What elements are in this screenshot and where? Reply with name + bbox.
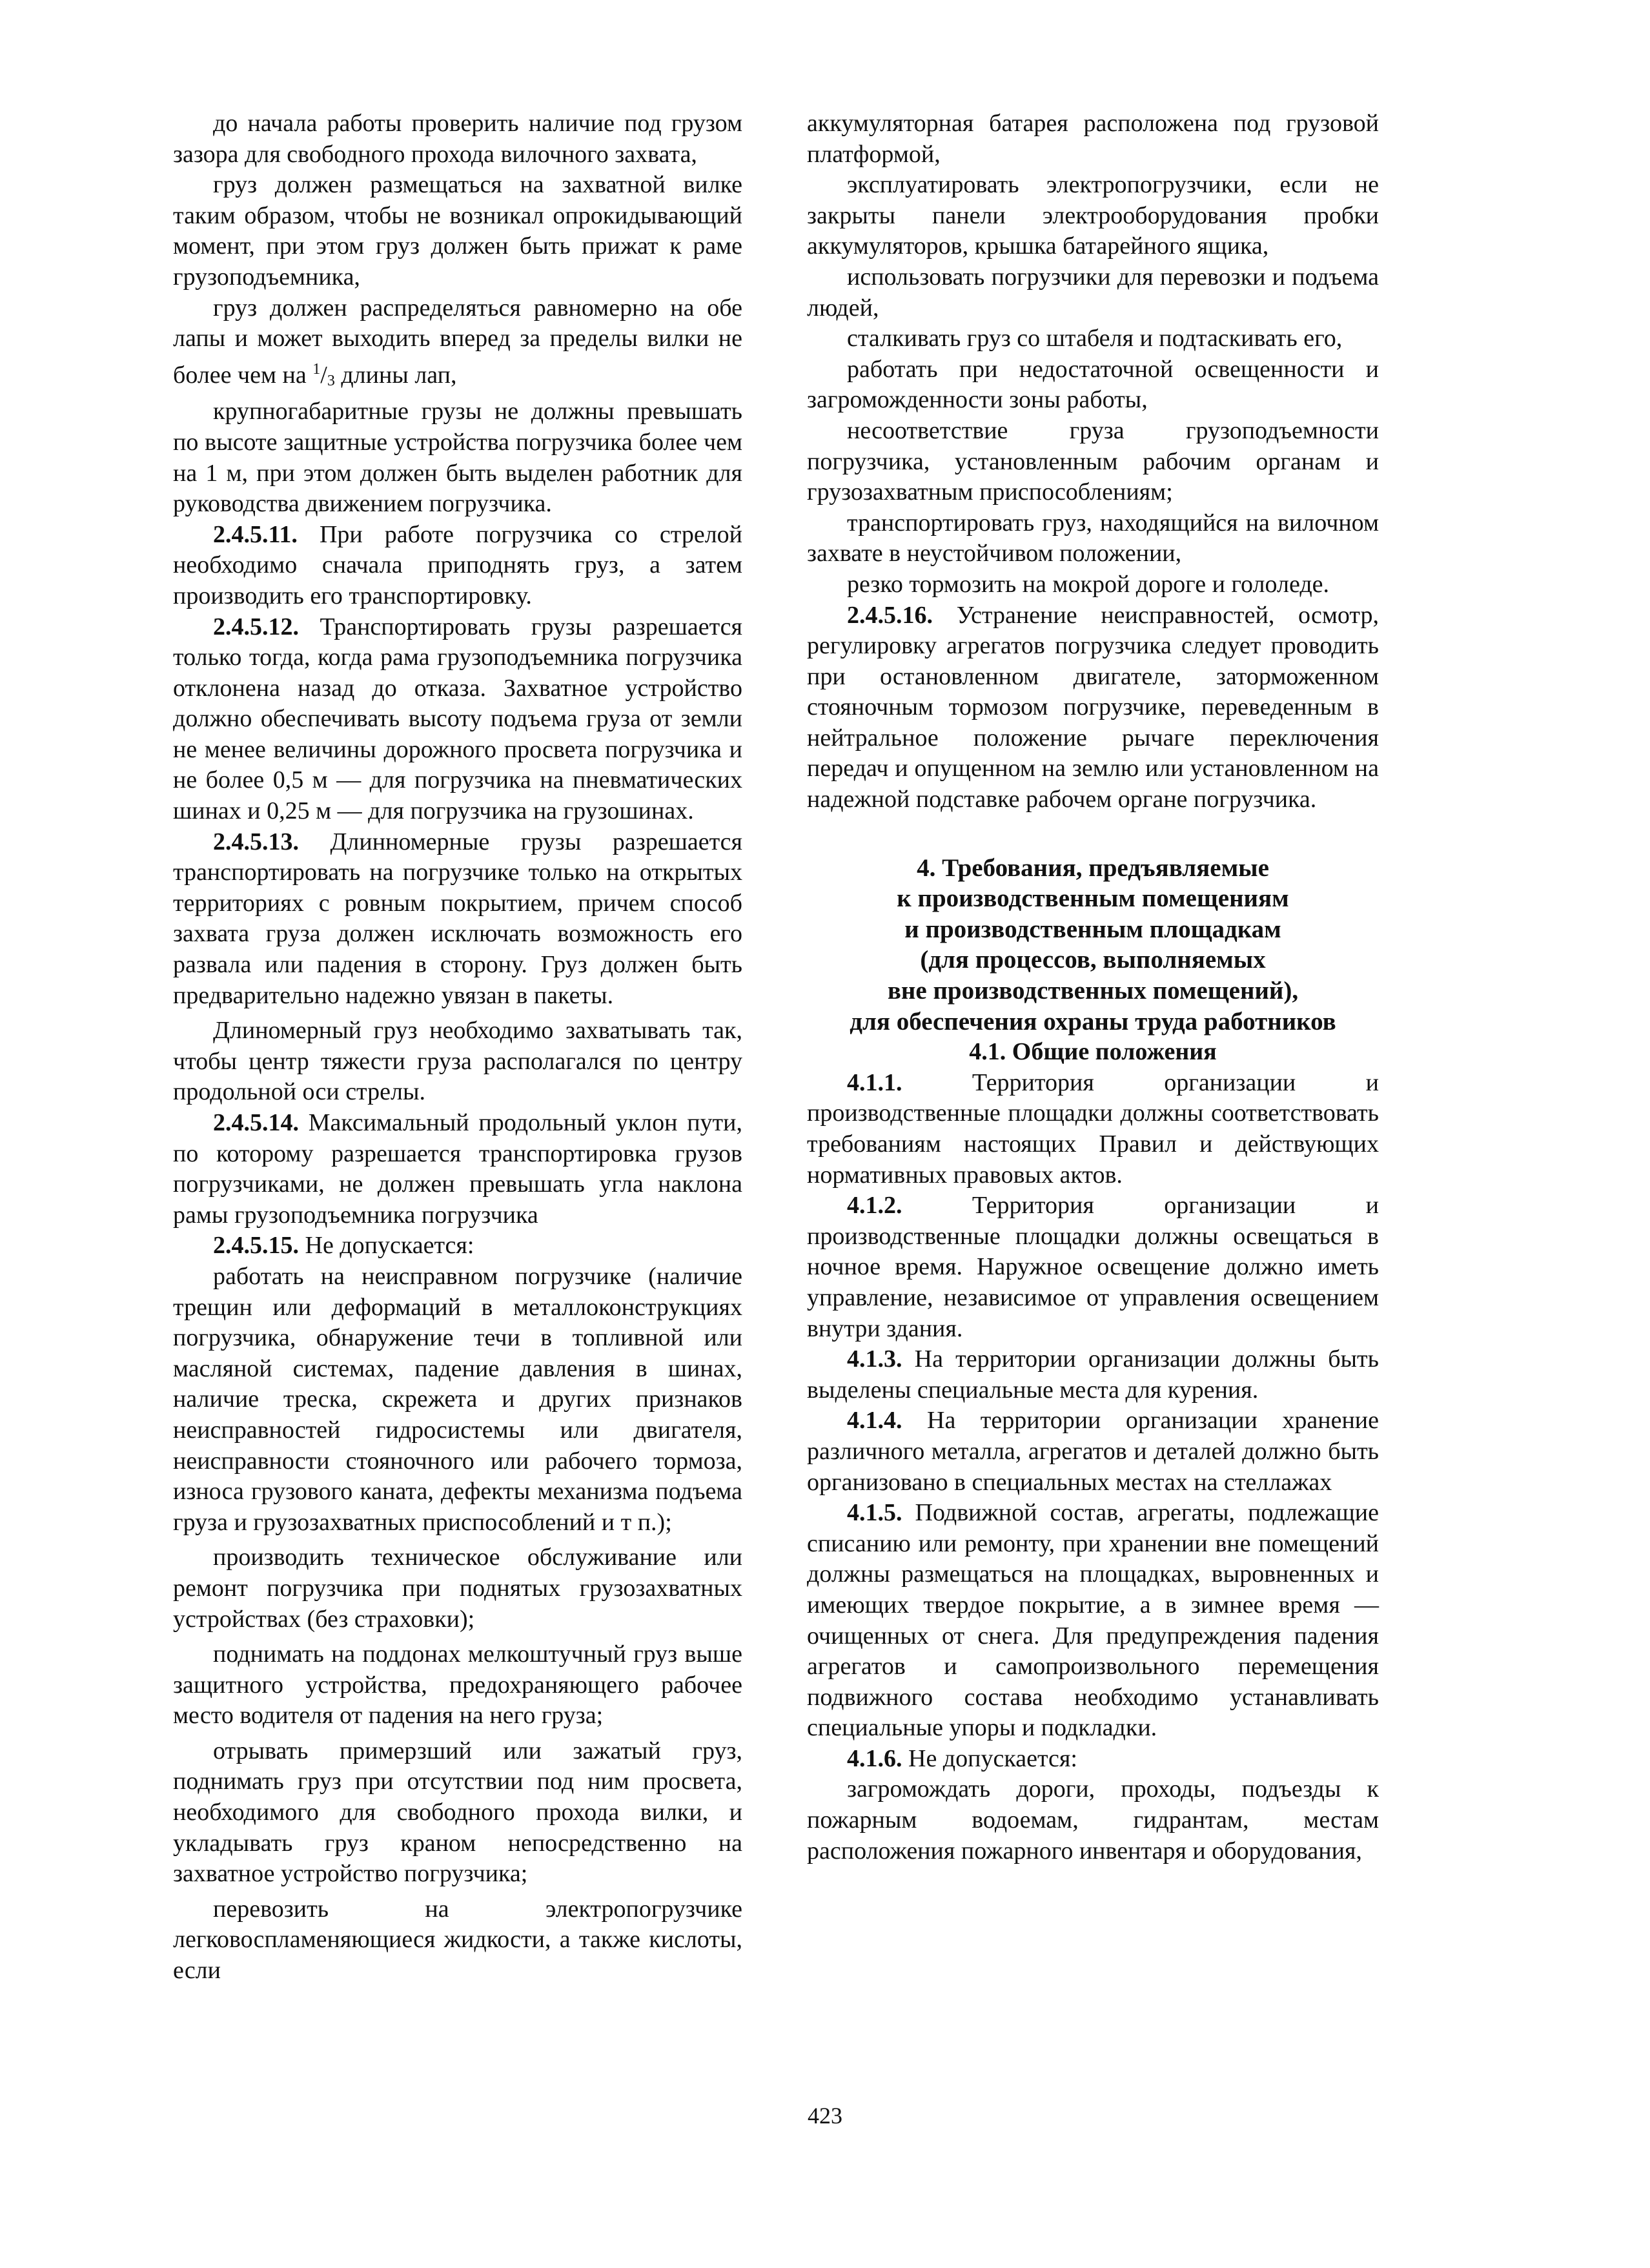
section-number: 4.1.4. xyxy=(847,1407,902,1435)
section-text: При работе погрузчика со стрелой необходимо сначала приподнять груз, а затем производить его транспортировку. xyxy=(173,520,742,609)
section-text: Территория организации и производственные площадки должны освещаться в ночное время. Наружное освещение должно иметь управление, независимое от управления освещением внутри здания. xyxy=(807,1192,1379,1342)
paragraph: использовать погрузчики для перевозки и подъема людей, xyxy=(807,263,1379,322)
section-text: На территории организации должны быть выделены специальные места для курения. xyxy=(807,1345,1379,1404)
paragraph-text: груз должен распределяться равномерно на обе лапы и может выходить вперед за пределы вилки не более чем на xyxy=(173,294,742,389)
right-column xyxy=(807,108,1379,1866)
section-number: 2.4.5.15. xyxy=(213,1232,299,1260)
chapter-heading xyxy=(807,853,1379,1037)
section-text: Длинномерные грузы разрешается транспортировать на погрузчике только на открытых территориях с ровным покрытием, причем способ захвата груза должен исключать возможность его развала или падения в сторону. Груз должен быть предварительно надежно увязан в пакеты. xyxy=(173,828,742,1009)
paragraph: до начала работы проверить наличие под грузом зазора для свободного прохода вилочного захвата, xyxy=(173,110,742,168)
section-text: Не допускается: xyxy=(299,1232,474,1260)
paragraph: груз должен распределяться равномерно на обе лапы и может выходить вперед за пределы вилки не более чем на $^1/_3$ длины лап, xyxy=(173,294,742,389)
section-4-1-1 xyxy=(807,1068,1379,1190)
section-number: 4.1.5. xyxy=(847,1499,902,1527)
section-text: На территории организации хранение различного металла, агрегатов и деталей должно быть организовано в специальных местах на стеллажах xyxy=(807,1407,1379,1496)
section-number: 4.1.6. xyxy=(847,1744,902,1772)
section-2-4-5-12 xyxy=(173,612,742,827)
fraction-denominator: 3 xyxy=(327,372,335,389)
paragraph: поднимать на поддонах мелкоштучный груз выше защитного устройства, предохраняющего рабочее место водителя от падения на него груза; xyxy=(173,1640,742,1730)
heading-line: вне производственных помещений), xyxy=(887,977,1299,1005)
section-4-1-3 xyxy=(807,1344,1379,1405)
section-4-1-4 xyxy=(807,1405,1379,1498)
section-text: Территория организации и производственные площадки должны соответствовать требованиям настоящих Правил и действующих нормативных правовых актов. xyxy=(807,1068,1379,1189)
section-number: 4.1.3. xyxy=(847,1345,902,1373)
section-4-1-6 xyxy=(807,1744,1379,1775)
heading-line: 4. Требования, предъявляемые xyxy=(917,853,1269,882)
section-text: Устранение неисправностей, осмотр, регулировку агрегатов погрузчика следует проводить при остановленном двигателе, заторможенном стояночным тормозом погрузчике, переведенным в нейтральное положение рычаге переключения передач и опущенном на землю или установленном на надежной подставке рабочем органе погрузчика. xyxy=(807,601,1379,813)
section-text: Не допускается: xyxy=(902,1744,1077,1772)
paragraph: аккумуляторная батарея расположена под грузовой платформой, xyxy=(807,110,1379,168)
paragraph: эксплуатировать электропогрузчики, если не закрыты панели электрооборудования пробки аккумуляторов, крышка батарейного ящика, xyxy=(807,171,1379,260)
left-column xyxy=(173,108,742,1987)
section-2-4-5-16 xyxy=(807,600,1379,815)
section-text: Подвижной состав, агрегаты, подлежащие списанию или ремонту, при хранении вне помещений должны размещаться на площадках, выровненных и имеющих твердое покрытие, а в зимнее время — очищенных от снега. Для предупреждения падения агрегатов и самопроизвольного перемещения подвижного состава необходимо устанавливать специальные упоры и подкладки. xyxy=(807,1499,1379,1742)
section-number: 2.4.5.11. xyxy=(213,520,298,548)
section-text: Максимальный продольный уклон пути, по которому разрешается транспортировка грузов погрузчиками, не должен превышать угла наклона рамы грузоподъемника погрузчика xyxy=(173,1109,742,1229)
section-4-1-5 xyxy=(807,1498,1379,1744)
page-number: 423 xyxy=(808,2103,842,2129)
section-number: 4.1.1. xyxy=(847,1068,902,1096)
fraction-numerator: 1 xyxy=(312,360,321,378)
section-number: 2.4.5.13. xyxy=(213,828,299,855)
paragraph: производить техническое обслуживание или ремонт погрузчика при поднятых грузозахватных устройствах (без страховки); xyxy=(173,1544,742,1633)
section-2-4-5-15 xyxy=(173,1231,742,1262)
paragraph: Длиномерный груз необходимо захватывать так, чтобы центр тяжести груза располагался по центру продольной оси стрелы. xyxy=(173,1017,742,1106)
heading-line: (для процессов, выполняемых xyxy=(920,946,1266,974)
section-number: 2.4.5.16. xyxy=(847,601,933,629)
section-subheading: 4.1. Общие положения xyxy=(969,1038,1217,1066)
heading-line: к производственным помещениям xyxy=(897,884,1289,913)
paragraph: несоответствие груза грузоподъемности погрузчика, установленным рабочим органам и грузозахватным приспособлениям; xyxy=(807,416,1379,506)
paragraph: сталкивать груз со штабеля и подтаскивать его, xyxy=(847,325,1343,352)
section-number: 2.4.5.14. xyxy=(213,1109,299,1136)
paragraph: транспортировать груз, находящийся на вилочном захвате в неустойчивом положении, xyxy=(807,509,1379,567)
paragraph: крупногабаритные грузы не должны превышать по высоте защитные устройства погрузчика более чем на 1 м, при этом должен быть выделен работник для руководства движением погрузчика. xyxy=(173,398,742,518)
paragraph: перевозить на электропогрузчике легковоспламеняющиеся жидкости, а также кислоты, если xyxy=(173,1895,742,1985)
heading-line: и производственным площадкам xyxy=(904,915,1281,943)
paragraph: загромождать дороги, проходы, подъезды к пожарным водоемам, гидрантам, местам расположения пожарного инвентаря и оборудования, xyxy=(807,1775,1379,1864)
section-number: 4.1.2. xyxy=(847,1192,902,1220)
heading-line: для обеспечения охраны труда работников xyxy=(850,1007,1336,1036)
paragraph: работать на неисправном погрузчике (наличие трещин или деформаций в металлоконструкциях погрузчика, обнаружение течи в топливной или масляной системах, падение давления в шинах, наличие треска, скрежета и других признаков неисправностей гидросистемы или двигателя, неисправности стояночного или рабочего тормоза, износа грузового каната, дефекты механизма подъема груза и грузозахватных приспособлений и т п.); xyxy=(173,1262,742,1536)
section-4-1-2 xyxy=(807,1190,1379,1344)
paragraph: резко тормозить на мокрой дороге и гололеде. xyxy=(847,570,1330,598)
paragraph: груз должен размещаться на захватной вилке таким образом, чтобы не возникал опрокидывающий момент, при этом груз должен быть прижат к раме грузоподъемника, xyxy=(173,171,742,291)
section-2-4-5-13 xyxy=(173,827,742,1012)
paragraph: отрывать примерзший или зажатый груз, поднимать груз при отсутствии под ним просвета, необходимого для свободного прохода вилки, и укладывать груз краном непосредственно на захватное устройство погрузчика; xyxy=(173,1737,742,1888)
section-2-4-5-11 xyxy=(173,520,742,612)
section-text: Транспортировать грузы разрешается только тогда, когда рама грузоподъемника погрузчика отклонена назад до отказа. Захватное устройство должно обеспечивать высоту подъема груза от земли не менее величины дорожного просвета погрузчика и не более 0,5 м — для погрузчика на пневматических шинах и 0,25 м — для погрузчика на грузошинах. xyxy=(173,613,742,825)
paragraph-text: длины лап, xyxy=(334,361,457,389)
section-number: 2.4.5.12. xyxy=(213,613,299,640)
paragraph: работать при недостаточной освещенности и загроможденности зоны работы, xyxy=(807,355,1379,414)
section-2-4-5-14 xyxy=(173,1108,742,1231)
